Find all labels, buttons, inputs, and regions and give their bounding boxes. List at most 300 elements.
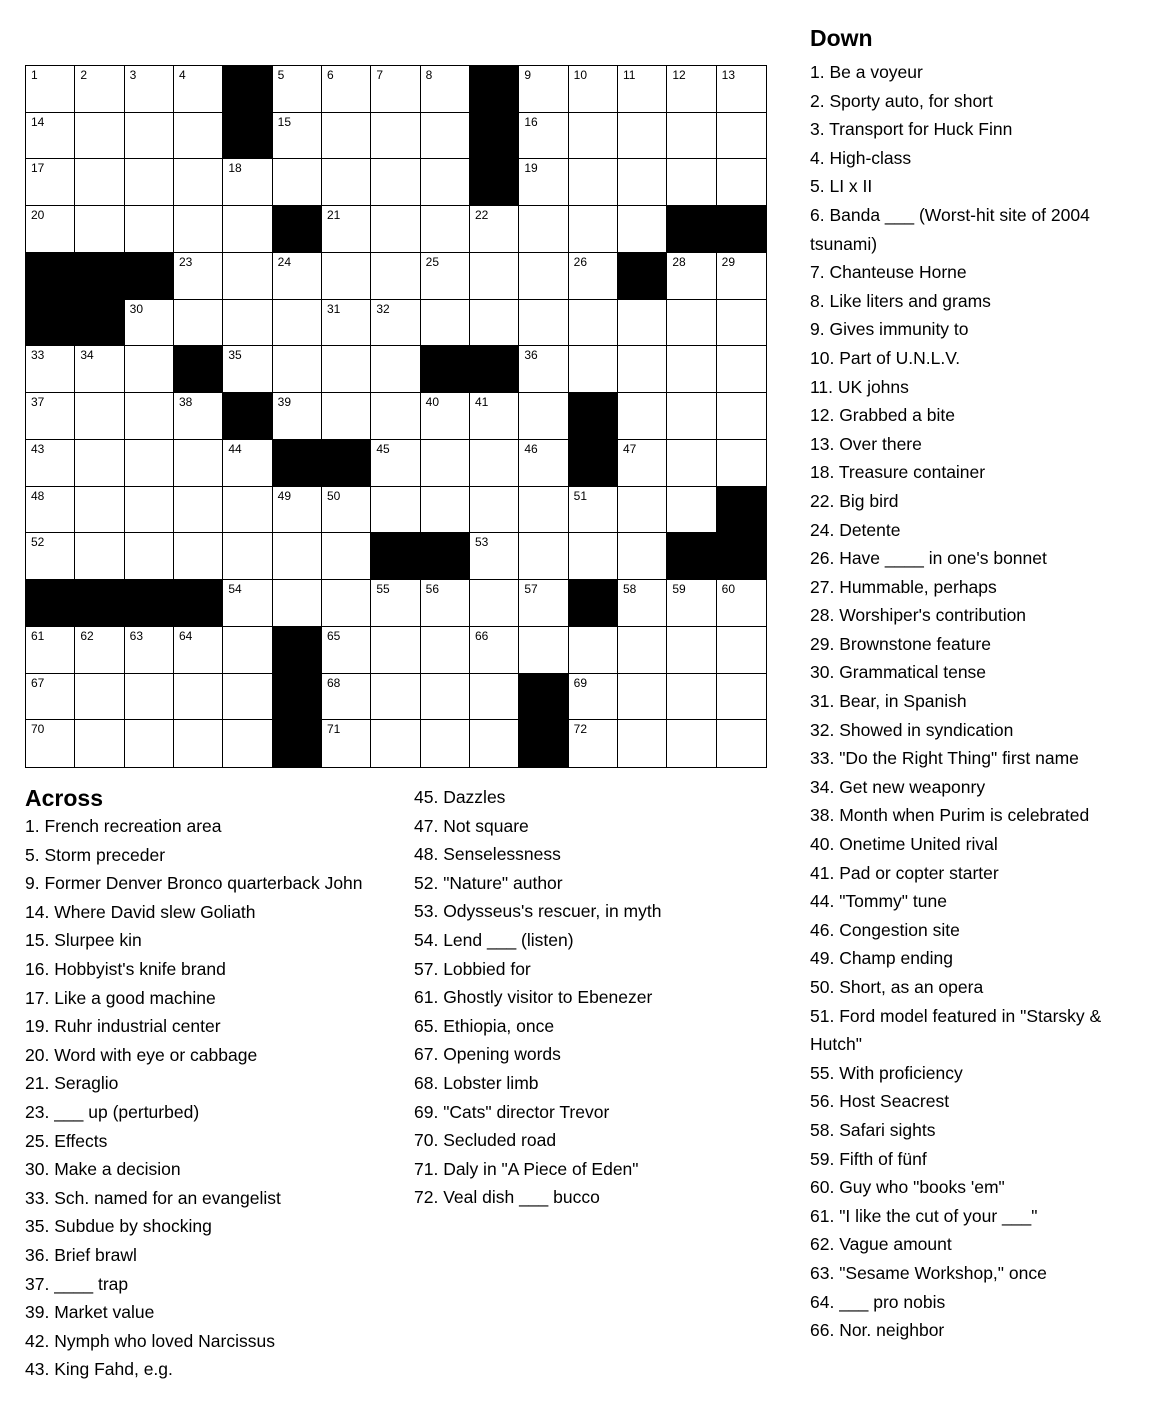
clue-item: 17. Like a good machine — [25, 987, 216, 1008]
clue-item: 15. Slurpee kin — [25, 930, 142, 951]
clue-item: 25. Effects — [25, 1130, 108, 1151]
clue-item: 18. Treasure container — [810, 462, 986, 483]
grid-cell[interactable] — [371, 300, 420, 347]
black-square — [174, 580, 223, 627]
grid-cell[interactable] — [174, 440, 223, 487]
grid-cell[interactable] — [223, 300, 272, 347]
clue-item: 7. Chanteuse Horne — [810, 262, 967, 283]
cell-number: 59 — [672, 582, 686, 597]
grid-cell[interactable] — [470, 206, 519, 253]
grid-cell[interactable] — [273, 300, 322, 347]
cell-number: 4 — [178, 68, 186, 82]
clue-item: 44. "Tommy" tune — [810, 891, 947, 912]
grid-cell[interactable] — [569, 533, 618, 580]
grid-cell[interactable] — [322, 533, 371, 580]
grid-cell[interactable] — [174, 533, 223, 580]
cell-number: 40 — [425, 395, 440, 410]
black-square — [618, 253, 667, 300]
grid-cell[interactable] — [717, 346, 766, 393]
grid-cell[interactable] — [569, 113, 618, 160]
clue-item: 35. Subdue by shocking — [25, 1216, 212, 1237]
grid-cell[interactable] — [273, 487, 322, 534]
grid-cell[interactable] — [519, 487, 568, 534]
grid-cell[interactable] — [125, 720, 174, 767]
grid-cell[interactable] — [618, 159, 667, 206]
grid-cell[interactable] — [174, 720, 223, 767]
grid-cell[interactable] — [371, 580, 420, 627]
cell-number: 39 — [277, 395, 292, 410]
grid-cell[interactable] — [223, 533, 272, 580]
grid-cell[interactable] — [75, 206, 124, 253]
grid-cell[interactable] — [421, 300, 470, 347]
cell-number: 31 — [326, 301, 341, 316]
clue-item: 14. Where David slew Goliath — [25, 901, 256, 922]
grid-cell[interactable] — [174, 253, 223, 300]
cell-number: 69 — [573, 675, 588, 690]
grid-cell[interactable] — [470, 440, 519, 487]
clue-item: 66. Nor. neighbor — [810, 1320, 945, 1341]
grid-cell[interactable] — [371, 159, 420, 206]
clue-item: 1. French recreation area — [25, 816, 222, 836]
cell-number: 1 — [31, 68, 38, 82]
grid-cell[interactable] — [26, 393, 75, 440]
grid-cell[interactable] — [26, 66, 75, 113]
clue-item: 33. "Do the Right Thing" first name — [810, 748, 1079, 769]
grid-cell[interactable] — [717, 300, 766, 347]
grid-cell[interactable] — [618, 487, 667, 534]
grid-cell[interactable] — [569, 346, 618, 393]
black-square — [75, 300, 124, 347]
cell-number: 47 — [622, 441, 637, 456]
cell-number: 34 — [80, 348, 94, 363]
grid-cell[interactable] — [125, 627, 174, 674]
cell-number: 6 — [326, 68, 334, 82]
grid-cell[interactable] — [223, 346, 272, 393]
cell-number: 24 — [277, 254, 292, 269]
clue-item: 16. Hobbyist's knife brand — [25, 958, 226, 979]
cell-number: 28 — [672, 254, 686, 269]
grid-cell[interactable] — [125, 393, 174, 440]
grid-cell[interactable] — [470, 253, 519, 300]
black-square — [75, 253, 124, 300]
grid-cell[interactable] — [26, 159, 75, 206]
black-square — [519, 674, 568, 721]
grid-cell[interactable] — [421, 113, 470, 160]
cell-number: 57 — [524, 582, 538, 597]
grid-cell[interactable] — [618, 393, 667, 440]
grid-cell[interactable] — [75, 113, 124, 160]
clue-item: 45. Dazzles — [414, 787, 506, 807]
black-square — [273, 440, 322, 487]
clue-item: 23. ___ up (perturbed) — [25, 1101, 200, 1122]
grid-cell[interactable] — [519, 300, 568, 347]
grid-cell[interactable] — [371, 206, 420, 253]
grid-cell[interactable] — [125, 674, 174, 721]
cell-number: 8 — [425, 68, 433, 82]
grid-cell[interactable] — [667, 487, 716, 534]
cell-number: 30 — [129, 301, 144, 316]
grid-cell[interactable] — [223, 440, 272, 487]
clue-item: 37. ____ trap — [25, 1273, 129, 1294]
grid-cell[interactable] — [519, 580, 568, 627]
grid-cell[interactable] — [470, 720, 519, 767]
grid-cell[interactable] — [26, 720, 75, 767]
grid-cell[interactable] — [322, 720, 371, 767]
grid-cell[interactable] — [667, 66, 716, 113]
grid-cell[interactable] — [667, 674, 716, 721]
grid-cell[interactable] — [75, 487, 124, 534]
clue-item: 29. Brownstone feature — [810, 633, 991, 654]
grid-cell[interactable] — [125, 440, 174, 487]
grid-cell[interactable] — [569, 206, 618, 253]
grid-cell[interactable] — [174, 159, 223, 206]
clue-item: 70. Secluded road — [414, 1130, 557, 1151]
clue-item: 53. Odysseus's rescuer, in myth — [414, 901, 662, 922]
grid-cell[interactable] — [519, 627, 568, 674]
clue-item: 28. Worshiper's contribution — [810, 605, 1027, 626]
black-square — [569, 580, 618, 627]
grid-cell[interactable] — [667, 627, 716, 674]
grid-cell[interactable] — [174, 674, 223, 721]
grid-cell[interactable] — [667, 720, 716, 767]
grid-cell[interactable] — [371, 674, 420, 721]
clue-item: 24. Detente — [810, 519, 901, 540]
grid-cell[interactable] — [371, 66, 420, 113]
grid-cell[interactable] — [569, 253, 618, 300]
grid-cell[interactable] — [618, 300, 667, 347]
grid-cell[interactable] — [322, 346, 371, 393]
clue-item: 12. Grabbed a bite — [810, 405, 955, 426]
clue-item: 21. Seraglio — [25, 1073, 119, 1094]
black-square — [717, 206, 766, 253]
grid-cell[interactable] — [421, 487, 470, 534]
grid-cell[interactable] — [125, 487, 174, 534]
grid-cell[interactable] — [26, 346, 75, 393]
grid-cell[interactable] — [618, 66, 667, 113]
grid-cell[interactable] — [470, 533, 519, 580]
grid-cell[interactable] — [421, 393, 470, 440]
grid-cell[interactable] — [717, 113, 766, 160]
down-clue-list — [810, 58, 1148, 1345]
cell-number: 43 — [31, 441, 45, 456]
grid-cell[interactable] — [174, 627, 223, 674]
grid-cell[interactable] — [322, 580, 371, 627]
clue-item: 39. Market value — [25, 1302, 155, 1323]
cell-number: 72 — [573, 722, 588, 737]
cell-number: 21 — [326, 208, 341, 223]
grid-cell[interactable] — [519, 346, 568, 393]
grid-cell[interactable] — [371, 253, 420, 300]
cell-number: 45 — [376, 441, 390, 456]
grid-cell[interactable] — [421, 66, 470, 113]
grid-cell[interactable] — [667, 300, 716, 347]
clue-item: 13. Over there — [810, 433, 922, 454]
clue-item: 61. "I like the cut of your ___" — [810, 1205, 1038, 1226]
grid-cell[interactable] — [371, 720, 420, 767]
grid-cell[interactable] — [125, 159, 174, 206]
grid-cell[interactable] — [125, 66, 174, 113]
cell-number: 13 — [721, 68, 736, 82]
black-square — [26, 253, 75, 300]
grid-cell[interactable] — [75, 440, 124, 487]
cell-number: 65 — [326, 628, 341, 643]
clue-item: 42. Nymph who loved Narcissus — [25, 1330, 275, 1351]
cell-number: 56 — [425, 582, 440, 597]
grid-cell[interactable] — [174, 66, 223, 113]
grid-cell[interactable] — [125, 533, 174, 580]
grid-cell[interactable] — [26, 440, 75, 487]
grid-cell[interactable] — [717, 393, 766, 440]
grid-cell[interactable] — [421, 159, 470, 206]
grid-cell[interactable] — [223, 580, 272, 627]
grid-cell[interactable] — [717, 627, 766, 674]
grid-cell[interactable] — [717, 253, 766, 300]
clue-item: 19. Ruhr industrial center — [25, 1016, 221, 1037]
clue-item: 54. Lend ___ (listen) — [414, 929, 574, 950]
grid-cell[interactable] — [371, 346, 420, 393]
grid-cell[interactable] — [421, 580, 470, 627]
grid-cell[interactable] — [26, 674, 75, 721]
grid-cell[interactable] — [717, 159, 766, 206]
grid-cell[interactable] — [667, 440, 716, 487]
grid-cell[interactable] — [174, 206, 223, 253]
black-square — [273, 627, 322, 674]
cell-number: 29 — [721, 254, 736, 269]
black-square — [717, 533, 766, 580]
grid-cell[interactable] — [75, 533, 124, 580]
grid-cell[interactable] — [223, 720, 272, 767]
grid-cell[interactable] — [667, 113, 716, 160]
grid-cell[interactable] — [273, 580, 322, 627]
grid-cell[interactable] — [223, 253, 272, 300]
grid-cell[interactable] — [26, 627, 75, 674]
grid-cell[interactable] — [125, 346, 174, 393]
cell-number: 35 — [228, 348, 242, 363]
grid-cell[interactable] — [421, 674, 470, 721]
clue-item: 3. Transport for Huck Finn — [810, 119, 1013, 140]
grid-cell[interactable] — [470, 627, 519, 674]
grid-cell[interactable] — [371, 393, 420, 440]
grid-cell[interactable] — [519, 159, 568, 206]
cell-number: 53 — [474, 535, 489, 550]
grid-cell[interactable] — [75, 159, 124, 206]
grid-cell[interactable] — [717, 440, 766, 487]
grid-cell[interactable] — [125, 206, 174, 253]
grid-cell[interactable] — [322, 206, 371, 253]
cell-number: 41 — [474, 395, 489, 410]
grid-cell[interactable] — [421, 206, 470, 253]
grid-cell[interactable] — [273, 113, 322, 160]
grid-cell[interactable] — [371, 487, 420, 534]
clue-item: 27. Hummable, perhaps — [810, 576, 997, 597]
grid-cell[interactable] — [322, 66, 371, 113]
grid-cell[interactable] — [223, 627, 272, 674]
cell-number: 64 — [178, 628, 193, 643]
black-square — [470, 66, 519, 113]
grid-cell[interactable] — [667, 393, 716, 440]
grid-cell[interactable] — [322, 159, 371, 206]
grid-cell[interactable] — [125, 113, 174, 160]
grid-cell[interactable] — [421, 720, 470, 767]
grid-cell[interactable] — [371, 627, 420, 674]
grid-cell[interactable] — [174, 113, 223, 160]
grid-cell[interactable] — [273, 253, 322, 300]
grid-cell[interactable] — [174, 487, 223, 534]
clue-item: 38. Month when Purim is celebrated — [810, 805, 1090, 826]
cell-number: 66 — [474, 628, 489, 643]
grid-cell[interactable] — [322, 393, 371, 440]
grid-cell[interactable] — [371, 440, 420, 487]
cell-number: 67 — [31, 675, 45, 690]
grid-cell[interactable] — [273, 346, 322, 393]
grid-cell[interactable] — [569, 66, 618, 113]
clue-item: 36. Brief brawl — [25, 1244, 137, 1265]
grid-cell[interactable] — [421, 440, 470, 487]
grid-cell[interactable] — [470, 580, 519, 627]
clue-item: 41. Pad or copter starter — [810, 862, 999, 883]
down-heading: Down — [810, 25, 873, 51]
clue-item: 55. With proficiency — [810, 1062, 963, 1083]
grid-cell[interactable] — [667, 159, 716, 206]
grid-cell[interactable] — [75, 393, 124, 440]
grid-cell[interactable] — [75, 66, 124, 113]
grid-cell[interactable] — [273, 66, 322, 113]
grid-cell[interactable] — [519, 206, 568, 253]
grid-cell[interactable] — [322, 113, 371, 160]
grid-cell[interactable] — [618, 533, 667, 580]
clue-item: 22. Big bird — [810, 490, 899, 511]
grid-cell[interactable] — [519, 440, 568, 487]
clue-item: 50. Short, as an opera — [810, 977, 984, 997]
grid-cell[interactable] — [519, 253, 568, 300]
grid-cell[interactable] — [75, 720, 124, 767]
grid-cell[interactable] — [26, 487, 75, 534]
grid-cell[interactable] — [470, 393, 519, 440]
black-square — [273, 206, 322, 253]
grid-cell[interactable] — [519, 533, 568, 580]
grid-cell[interactable] — [667, 253, 716, 300]
cell-number: 18 — [228, 161, 242, 176]
grid-cell[interactable] — [470, 487, 519, 534]
black-square — [223, 66, 272, 113]
grid-cell[interactable] — [618, 627, 667, 674]
black-square — [223, 393, 272, 440]
grid-cell[interactable] — [618, 580, 667, 627]
cell-number: 15 — [277, 114, 292, 129]
grid-cell[interactable] — [618, 440, 667, 487]
cell-number: 37 — [31, 395, 45, 410]
grid-cell[interactable] — [371, 113, 420, 160]
cell-number: 68 — [326, 675, 341, 690]
grid-cell[interactable] — [322, 253, 371, 300]
grid-cell[interactable] — [75, 627, 124, 674]
clue-item: 30. Make a decision — [25, 1159, 181, 1180]
black-square — [569, 440, 618, 487]
grid-cell[interactable] — [519, 393, 568, 440]
grid-cell[interactable] — [519, 113, 568, 160]
grid-cell[interactable] — [322, 627, 371, 674]
cell-number: 19 — [524, 161, 538, 176]
grid-cell[interactable] — [717, 66, 766, 113]
grid-cell[interactable] — [26, 533, 75, 580]
black-square — [470, 346, 519, 393]
clue-item: 67. Opening words — [414, 1044, 561, 1065]
cell-number: 10 — [573, 68, 588, 82]
grid-cell[interactable] — [717, 580, 766, 627]
grid-cell[interactable] — [618, 113, 667, 160]
cell-number: 50 — [326, 488, 341, 503]
grid-cell[interactable] — [223, 159, 272, 206]
grid-cell[interactable] — [717, 674, 766, 721]
black-square — [26, 580, 75, 627]
clue-item: 65. Ethiopia, once — [414, 1015, 555, 1036]
black-square — [75, 580, 124, 627]
grid-cell[interactable] — [667, 346, 716, 393]
grid-cell[interactable] — [26, 113, 75, 160]
grid-cell[interactable] — [174, 300, 223, 347]
grid-cell[interactable] — [618, 674, 667, 721]
grid-cell[interactable] — [322, 674, 371, 721]
clue-item: 72. Veal dish ___ bucco — [414, 1187, 600, 1208]
grid-cell[interactable] — [569, 627, 618, 674]
across-heading: Across — [25, 785, 103, 811]
clue-item: 20. Word with eye or cabbage — [25, 1044, 258, 1065]
grid-cell[interactable] — [470, 300, 519, 347]
grid-cell[interactable] — [75, 346, 124, 393]
grid-cell[interactable] — [75, 674, 124, 721]
black-square — [371, 533, 420, 580]
grid-cell[interactable] — [667, 580, 716, 627]
cell-number: 61 — [31, 628, 45, 643]
grid-cell[interactable] — [618, 206, 667, 253]
cell-number: 46 — [524, 441, 538, 456]
grid-cell[interactable] — [125, 300, 174, 347]
cell-number: 33 — [31, 348, 45, 363]
grid-cell[interactable] — [322, 300, 371, 347]
grid-cell[interactable] — [223, 487, 272, 534]
black-square — [125, 253, 174, 300]
cell-number: 48 — [31, 488, 45, 503]
grid-cell[interactable] — [519, 66, 568, 113]
cell-number: 62 — [80, 628, 94, 643]
grid-cell[interactable] — [569, 300, 618, 347]
grid-cell[interactable] — [174, 393, 223, 440]
grid-cell[interactable] — [569, 720, 618, 767]
grid-cell[interactable] — [618, 720, 667, 767]
grid-cell[interactable] — [223, 206, 272, 253]
black-square — [667, 206, 716, 253]
grid-cell[interactable] — [273, 159, 322, 206]
grid-cell[interactable] — [569, 159, 618, 206]
clue-item: 5. Storm preceder — [25, 844, 166, 865]
grid-cell[interactable] — [569, 487, 618, 534]
grid-cell[interactable] — [618, 346, 667, 393]
grid-cell[interactable] — [26, 206, 75, 253]
black-square — [569, 393, 618, 440]
grid-cell[interactable] — [421, 253, 470, 300]
grid-cell[interactable] — [717, 720, 766, 767]
grid-cell[interactable] — [421, 627, 470, 674]
grid-cell[interactable] — [223, 674, 272, 721]
grid-cell[interactable] — [322, 487, 371, 534]
grid-cell[interactable] — [470, 674, 519, 721]
cell-number: 55 — [376, 582, 390, 597]
grid-cell[interactable] — [569, 674, 618, 721]
grid-cell[interactable] — [273, 533, 322, 580]
grid-cell[interactable] — [273, 393, 322, 440]
clue-item: 34. Get new weaponry — [810, 776, 986, 797]
black-square — [519, 720, 568, 767]
